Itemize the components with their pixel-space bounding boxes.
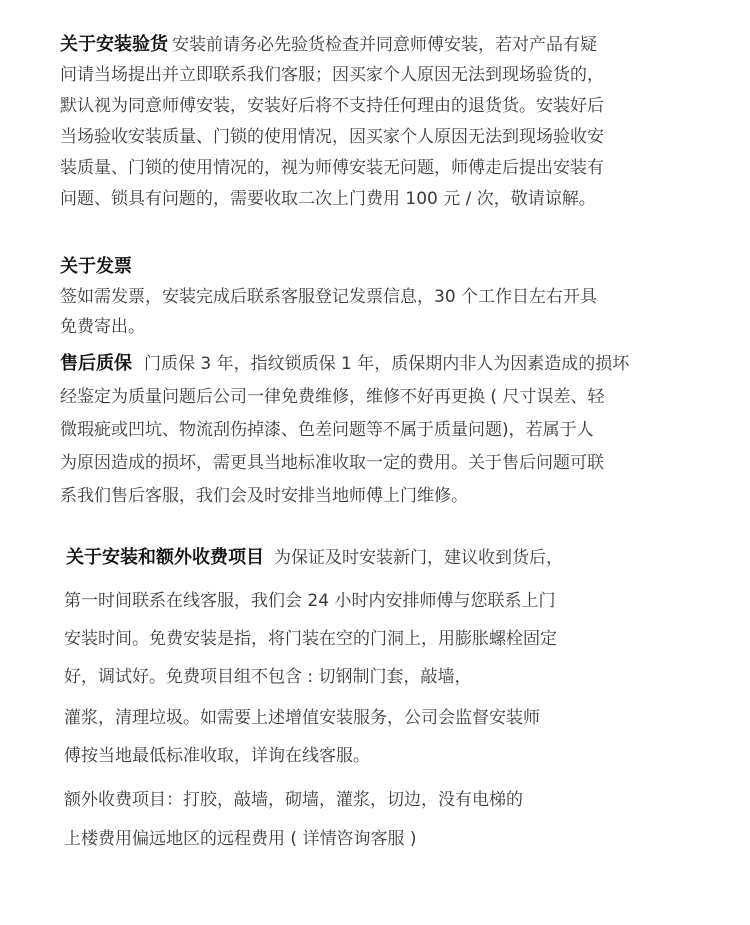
install-fees-line-7: 额外收费项目：打胶，敲墙，砌墙，灌浆，切边，没有电梯的 xyxy=(64,790,523,810)
install-fees-line-4: 好，调试好。免费项目组不包含 : 切钢制门套，敲墙， xyxy=(64,667,472,687)
install-fees-line-2: 第一时间联系在线客服，我们会 24 小时内安排师傅与您联系上门 xyxy=(64,591,556,611)
install-inspection-text-1: 安装前请务必先验货检查并同意师傅安装，若对产品有疑 xyxy=(172,35,597,55)
install-fees-line-6: 傅按当地最低标准收取，详询在线客服。 xyxy=(64,746,370,766)
install-fees-line-8: 上楼费用偏远地区的远程费用 ( 详情咨询客服 ) xyxy=(64,829,417,849)
warranty-text-1: 门质保 3 年，指纹锁质保 1 年，质保期内非人为因素造成的损坏 xyxy=(144,354,630,374)
invoice-line-1: 签如需发票，安装完成后联系客服登记发票信息，30 个工作日左右开具 xyxy=(60,287,598,307)
install-fees-line-3: 安装时间。免费安装是指，将门装在空的门洞上，用膨胀螺栓固定 xyxy=(64,629,557,649)
install-fees-line-5: 灌浆，清理垃圾。如需要上述增值安装服务，公司会监督安装师 xyxy=(64,708,540,728)
install-inspection-line-2: 问请当场提出并立即联系我们客服；因买家个人原因无法到现场验货的， xyxy=(60,65,604,85)
install-inspection-line-1 xyxy=(60,33,597,57)
install-fees-heading: 关于安装和额外收费项目 xyxy=(66,547,264,568)
warranty-line-5: 系我们售后客服，我们会及时安排当地师傅上门维修。 xyxy=(60,486,468,506)
install-inspection-line-4: 当场验收安装质量、门锁的使用情况，因买家个人原因无法到现场验收安 xyxy=(60,127,604,147)
install-fees-line-1 xyxy=(66,546,563,570)
install-inspection-line-6: 问题、锁具有问题的，需要收取二次上门费用 100 元 / 次，敬请谅解。 xyxy=(60,189,596,209)
install-inspection-line-3: 默认视为同意师傅安装，安装好后将不支持任何理由的退货货。安装好后 xyxy=(60,96,604,116)
invoice-heading: 关于发票 xyxy=(60,256,132,277)
install-inspection-heading: 关于安装验货 xyxy=(60,34,168,55)
install-fees-text-1: 为保证及时安装新门，建议收到货后， xyxy=(274,548,563,568)
install-inspection-line-5: 装质量、门锁的使用情况的，视为师傅安装无问题，师傅走后提出安装有 xyxy=(60,158,604,178)
warranty-line-1 xyxy=(60,352,629,376)
warranty-line-2: 经鉴定为质量问题后公司一律免费维修，维修不好再更换 ( 尺寸误差、轻 xyxy=(60,387,605,407)
invoice-line-2: 免费寄出。 xyxy=(60,317,145,337)
warranty-line-4: 为原因造成的损坏，需更具当地标准收取一定的费用。关于售后问题可联 xyxy=(60,453,604,473)
warranty-line-3: 微瑕疵或凹坑、物流刮伤掉漆、色差问题等不属于质量问题)，若属于人 xyxy=(60,420,594,440)
warranty-heading: 售后质保 xyxy=(60,353,132,374)
